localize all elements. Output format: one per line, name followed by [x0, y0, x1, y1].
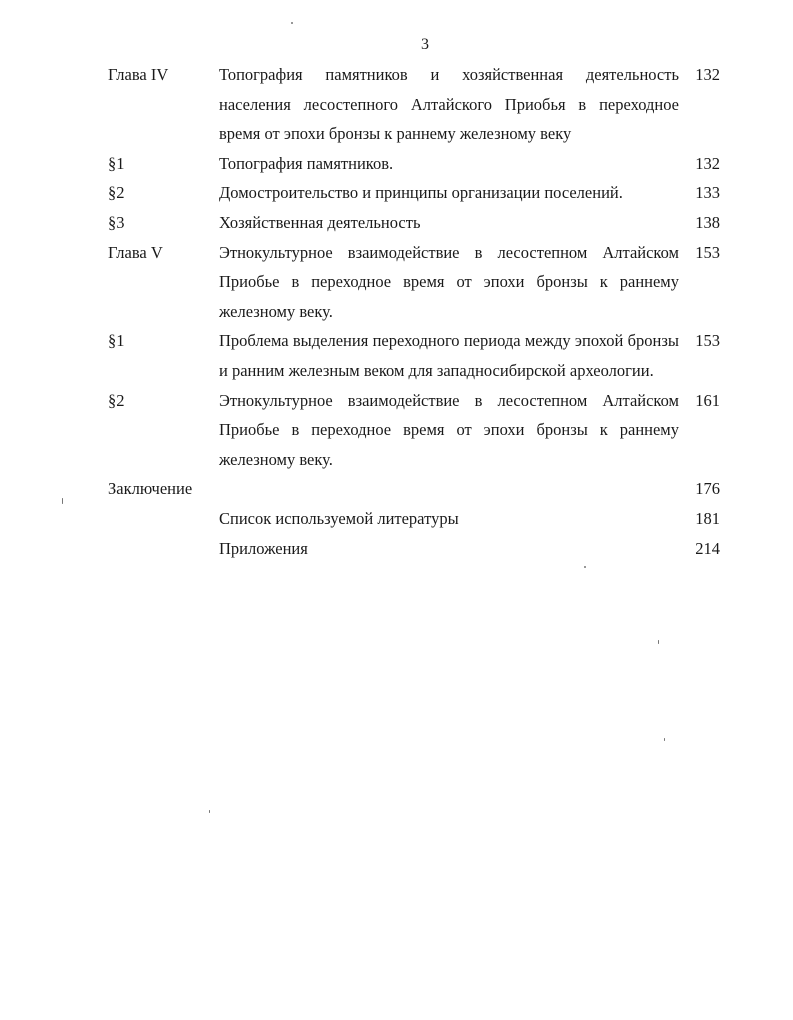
toc-entry-label: §1: [108, 153, 125, 173]
scan-speck: [584, 566, 586, 568]
toc-entry-page: 181: [695, 508, 720, 528]
toc-entry-title: Хозяйственная деятельность: [219, 212, 421, 232]
scan-speck: [62, 498, 63, 504]
toc-entry-page: 153: [695, 242, 720, 262]
toc-entry-section: [108, 178, 720, 208]
scan-speck: [291, 22, 293, 24]
toc-entry-section: [108, 326, 720, 385]
toc-entry-page: 132: [695, 65, 720, 84]
toc-entry-chapter-4: [108, 60, 720, 149]
toc-entry-label: §2: [108, 390, 125, 410]
scan-speck: [664, 738, 665, 741]
toc-entry-page: 132: [695, 153, 720, 173]
toc-entry-section: [108, 149, 720, 179]
toc-entry-title: Топография памятников и хозяйственная деятельность населения лесостепного Алтайского Приобья в переходное время от эпохи бронзы к раннему железному веку: [219, 65, 679, 144]
toc-entry-title: Этнокультурное взаимодействие в лесостепном Алтайском Приобье в переходное время от эпохи бронзы к раннему железному веку.: [219, 242, 679, 321]
toc-entry-title: Приложения: [219, 538, 308, 558]
toc-entry-label: §1: [108, 331, 125, 351]
toc-entry-label: Глава V: [108, 242, 163, 262]
toc-entry-references: [108, 504, 720, 534]
toc-entry-page: 133: [695, 183, 720, 203]
toc-entry-appendices: [108, 534, 720, 564]
toc-entry-title: Этнокультурное взаимодействие в лесостепном Алтайском Приобье в переходное время от эпохи бронзы к раннему железному веку.: [219, 390, 679, 469]
toc-entry-section: [108, 208, 720, 238]
toc-entry-chapter-5: [108, 238, 720, 327]
toc-entry-page: 161: [695, 390, 720, 410]
table-of-contents: [108, 60, 720, 563]
toc-entry-label: Глава IV: [108, 65, 169, 84]
toc-entry-label: §2: [108, 183, 125, 203]
toc-entry-conclusion: [108, 474, 720, 504]
toc-entry-title: Проблема выделения переходного периода между эпохой бронзы и ранним железным веком для западносибирской археологии.: [219, 331, 679, 380]
scan-speck: [658, 640, 659, 644]
toc-entry-page: 214: [695, 538, 720, 558]
toc-entry-section: [108, 386, 720, 475]
toc-entry-label: §3: [108, 212, 125, 232]
toc-entry-page: 176: [695, 479, 720, 499]
page-number: 3: [421, 36, 429, 53]
scan-speck: [209, 810, 210, 813]
toc-entry-title: Домостроительство и принципы организации поселений.: [219, 183, 623, 203]
toc-entry-title: Топография памятников.: [219, 153, 394, 173]
toc-entry-title: Список используемой литературы: [219, 508, 459, 528]
toc-entry-page: 153: [695, 331, 720, 351]
toc-entry-page: 138: [695, 212, 720, 232]
toc-entry-label: Заключение: [108, 479, 193, 499]
